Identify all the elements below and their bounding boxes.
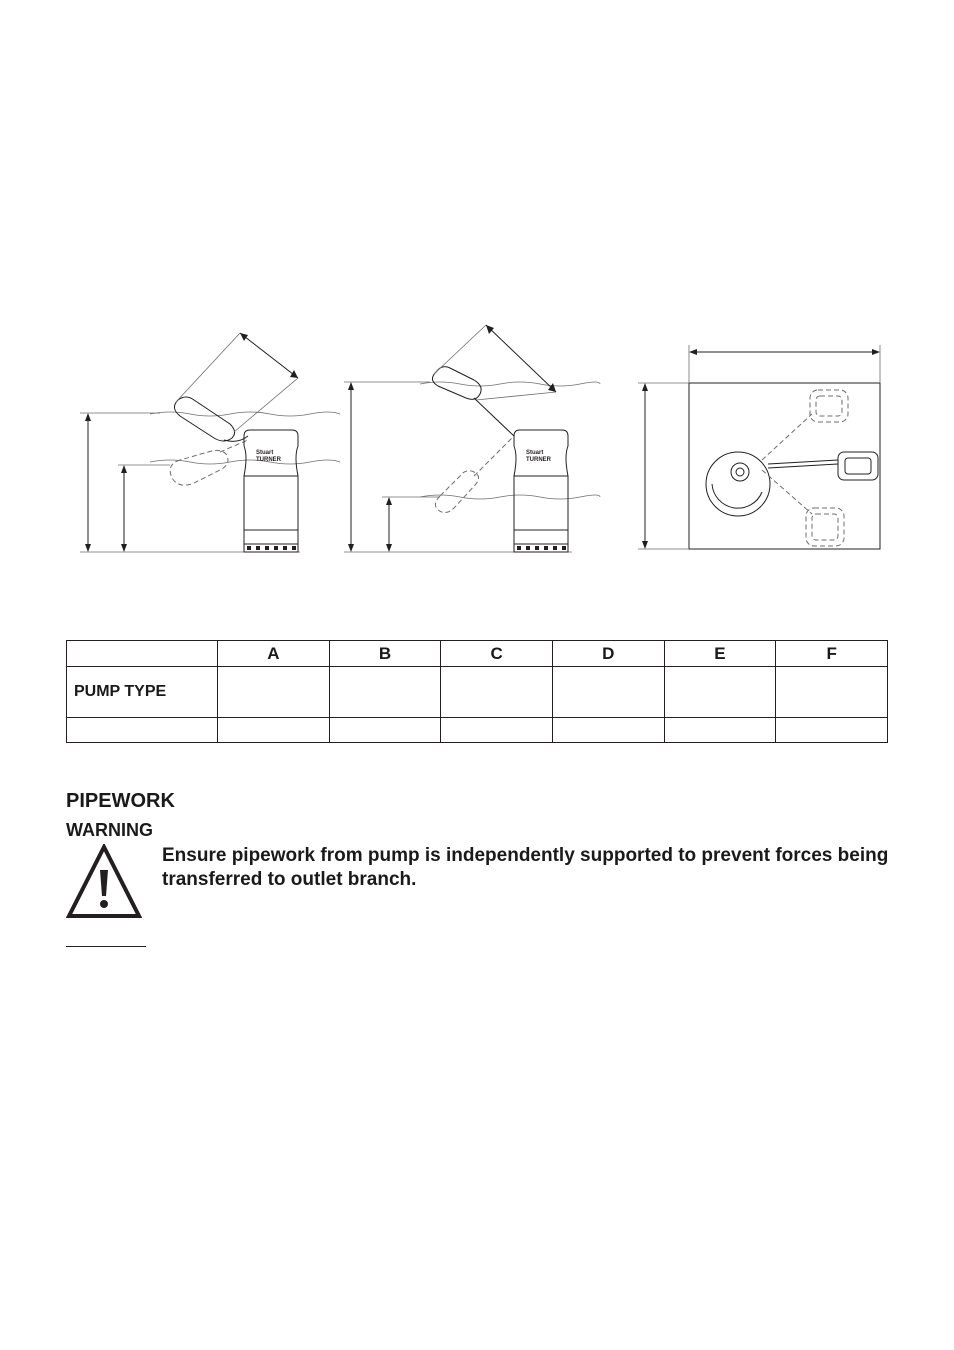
float-switch-dashed: [170, 440, 248, 485]
section-title: PIPEWORK: [66, 790, 175, 812]
table-row-label: PUMP TYPE: [67, 667, 218, 718]
pump-brand-line-2: TURNER: [526, 457, 551, 463]
table-header-cell: B: [329, 641, 441, 667]
table-header-cell: F: [776, 641, 888, 667]
table-cell: [552, 667, 664, 718]
water-line-upper: [420, 382, 600, 386]
warning-triangle-icon: [66, 844, 142, 920]
table-cell: [441, 667, 553, 718]
float-switch-diagrams: [0, 0, 954, 600]
warning-label: WARNING: [66, 820, 153, 840]
pump-plan: [706, 452, 770, 516]
water-line-lower: [420, 495, 600, 499]
table-header-row: [67, 641, 888, 667]
table-cell: [329, 718, 441, 743]
pump-body: [244, 430, 298, 552]
table-cell: [776, 718, 888, 743]
table-cell: [329, 667, 441, 718]
footnote-rule: [66, 946, 146, 947]
float-switch-solid: [174, 333, 298, 441]
float-switch-solid: [432, 325, 556, 436]
table-row-label: [67, 718, 218, 743]
table-row: [67, 718, 888, 743]
float-switch-solid: [768, 452, 878, 480]
warning-text: Ensure pipework from pump is independently supported to prevent forces being transferred to outlet branch.: [162, 845, 889, 890]
float-switch-dashed: [435, 436, 514, 513]
diagram-plan-view: [638, 345, 880, 549]
table-cell: [664, 718, 776, 743]
table-header-cell: A: [218, 641, 330, 667]
diagram-float-levels-2: [344, 325, 600, 552]
table-cell: [441, 718, 553, 743]
table-cell: [664, 667, 776, 718]
pump-body: [514, 430, 568, 552]
pump-brand-line-1: Stuart: [256, 450, 274, 456]
dimension-table: [66, 640, 888, 743]
table-header-cell: E: [664, 641, 776, 667]
water-line-upper: [150, 412, 340, 416]
diagram-float-levels-1: [80, 333, 340, 552]
sump-outline: [689, 383, 880, 549]
table-cell: [552, 718, 664, 743]
table-header-cell: D: [552, 641, 664, 667]
table-cell: [218, 667, 330, 718]
table-cell: [776, 667, 888, 718]
table-cell: [218, 718, 330, 743]
pump-brand-line-2: TURNER: [256, 457, 281, 463]
pump-brand-line-1: Stuart: [526, 450, 544, 456]
table-row: [67, 667, 888, 718]
table-header-cell: [67, 641, 218, 667]
table-header-cell: C: [441, 641, 553, 667]
